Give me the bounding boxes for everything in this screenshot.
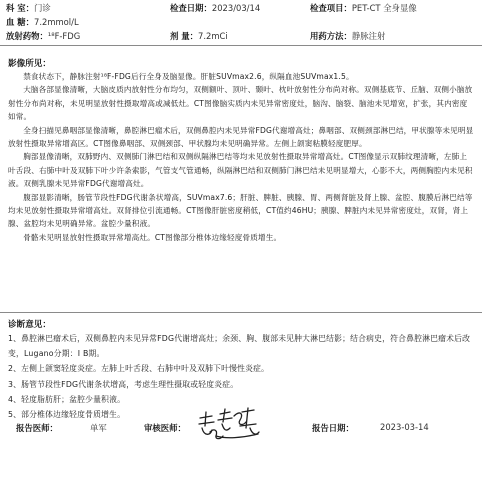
- findings-paragraph: 腹部显影清晰，肠管节段性FDG代谢条状增高，SUVmax7.6；肝脏、脾脏、胰腺、胃、两侧肾脏及肾上腺、盆腔、腹膜后淋巴结等均未见放射性摄取异常增高灶。双肾排位引流通畅。CT图像肝脏密度稍低，CT值约46HU；胰腺、脾脏内未见异常密度灶，双肾，肾上腺、盆腔均未见明确异常。盆腔少量积液。: [8, 192, 473, 229]
- exam-date-label: 检查日期：: [170, 3, 212, 13]
- exam-date-value: 2023/03/14: [211, 3, 261, 13]
- header-divider: [0, 45, 482, 46]
- department-value: 门诊: [34, 3, 51, 13]
- glucose-field: [6, 16, 79, 28]
- report-date-value: 2023-03-14: [380, 422, 429, 432]
- exam-item-label: 检查项目：: [310, 3, 352, 13]
- findings-paragraph: 大脑各部显像清晰，大脑皮质内放射性分布均匀，双侧额叶、顶叶、颞叶、枕叶放射性分布尚对称。双侧基底节、丘脑、双侧小脑放射性分布尚对称，未见明显放射性摄取增高或减低灶。CT图像脑实质内未见异常密度灶，脑沟、脑裂、脑池未见增宽，扩张，其内密度如常。: [8, 85, 473, 122]
- dose-value: 7.2mCi: [198, 31, 228, 41]
- diagnosis-item: 4、轻度脂肪肝；盆腔少量积液。: [8, 394, 126, 404]
- exam-date-field: [170, 2, 260, 14]
- findings-divider: [0, 312, 482, 313]
- findings-title: 影像所见：: [8, 59, 51, 69]
- findings-paragraph: 胸部显像清晰，双肺野内、双侧肺门淋巴结和双侧纵隔淋巴结等均未见放射性摄取异常增高灶。CT图像显示双肺纹理清晰，左肺上叶舌段、右肺中叶及双肺下叶少许条索影，气管支气管通畅，纵隔淋巴结和双侧肺门淋巴结未见明显增大，心影不大，两侧胸腔内未见积液。双侧乳腺未见异常FDG代谢增高灶。: [8, 152, 473, 189]
- findings-paragraph: 骨骼未见明显放射性摄取异常增高灶。CT图像部分椎体边缘轻度骨质增生。: [23, 232, 282, 242]
- report-date-label: 报告日期：: [312, 423, 354, 433]
- tracer-label: 放射药物：: [6, 31, 48, 41]
- dose-field: [170, 30, 228, 42]
- route-field: [310, 30, 385, 42]
- report-doctor-value: 单军: [90, 423, 107, 433]
- diagnosis-item: 3、肠管节段性FDG代谢条状增高，考虑生理性摄取或轻度炎症。: [8, 379, 239, 389]
- diagnosis-item: 5、部分椎体边缘轻度骨质增生。: [8, 410, 126, 420]
- findings-body: [8, 70, 474, 244]
- diagnosis-title: 诊断意见：: [8, 320, 51, 330]
- reviewer-label: 审核医师：: [144, 423, 186, 433]
- exam-item-field: [310, 2, 417, 14]
- report-doctor-label: 报告医师：: [16, 423, 58, 433]
- route-label: 用药方法：: [310, 31, 352, 41]
- diagnosis-item: 1、鼻腔淋巴瘤术后，双侧鼻腔内未见异常FDG代谢增高灶；余颈、胸、腹部未见肿大淋巴结影；结合病史，符合鼻腔淋巴瘤术后改变，Lugano分期：Ⅰ B期。: [8, 334, 471, 359]
- tracer-field: [6, 30, 80, 42]
- department-label: 科 室：: [6, 3, 35, 13]
- route-value: 静脉注射: [351, 31, 386, 41]
- department-field: [6, 2, 51, 14]
- reviewer-signature-image: [196, 406, 262, 442]
- tracer-value: ¹⁸F-FDG: [47, 31, 81, 41]
- findings-paragraph: 禁食状态下，静脉注射¹⁸F-FDG后行全身及脑显像。肝脏SUVmax2.6，纵隔血池SUVmax1.5。: [23, 72, 354, 81]
- findings-paragraph: 全身扫描见鼻咽部显像清晰，鼻腔淋巴瘤术后，双侧鼻腔内未见异常FDG代谢增高灶；鼻咽部、双侧颈部淋巴结，甲状腺等未见明显放射性摄取异常增高区。CT图像鼻咽部、双侧颈部、甲状腺均未见明确异常。左侧上颌窦粘膜轻度肥厚。: [8, 125, 474, 149]
- exam-item-value: PET-CT 全身显像: [351, 3, 417, 13]
- diagnosis-item: 2、左侧上颌窦轻度炎症。左肺上叶舌段、右肺中叶及双肺下叶慢性炎症。: [8, 364, 270, 374]
- dose-label: 剂 量：: [170, 31, 199, 41]
- glucose-value: 7.2mmol/L: [34, 17, 79, 27]
- glucose-label: 血 糖：: [6, 17, 35, 27]
